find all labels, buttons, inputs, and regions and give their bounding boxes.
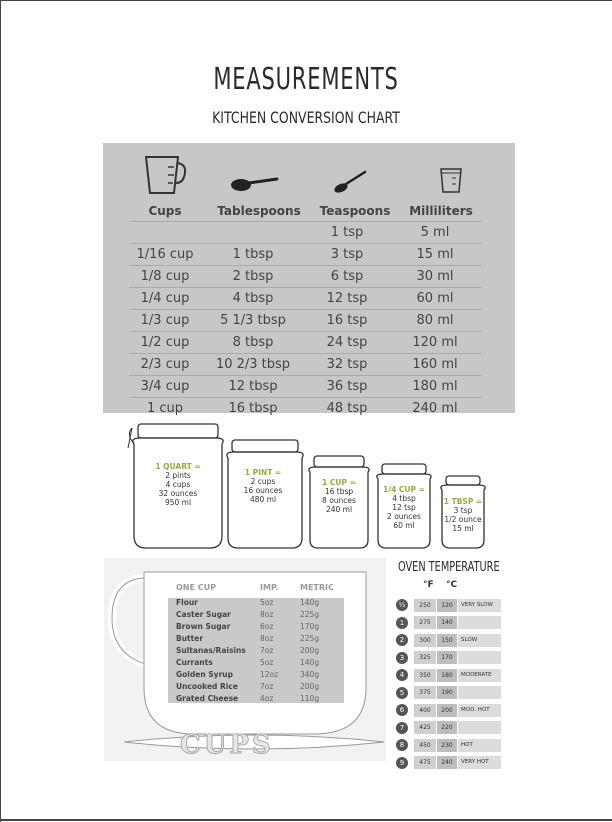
- page-subtitle: KITCHEN CONVERSION CHART: [212, 108, 400, 127]
- gas-mark-icon: 9: [396, 757, 408, 769]
- cell-cups: 1 cup: [146, 401, 184, 416]
- cell-teaspoons: 6 tsp: [330, 269, 364, 284]
- header-teaspoons: Teaspoons: [319, 204, 391, 218]
- jar-quarter-cup-lid: [382, 464, 426, 474]
- oven-row: 3 325 170: [393, 650, 505, 666]
- jar-quarter-cup-label: 1/4 CUP = 4 tbsp 12 tsp 2 ounces 60 ml: [383, 485, 425, 530]
- oven-row: 8 450 230 HOT: [393, 737, 505, 753]
- table-row: [129, 243, 481, 265]
- cell-cups: 1/2 cup: [140, 335, 190, 350]
- cell-teaspoons: 1 tsp: [330, 225, 364, 240]
- cell-milliliters: 30 ml: [416, 269, 454, 284]
- header-cups: Cups: [148, 204, 182, 218]
- milliliter-cup-icon: [438, 165, 464, 195]
- cell-milliliters: 15 ml: [416, 247, 454, 262]
- cell-cups: 1/3 cup: [140, 313, 190, 328]
- jar-tbsp-label: 1 TBSP = 3 tsp 1/2 ounce 15 ml: [443, 497, 483, 533]
- jar-quart-label: 1 QUART = 2 pints 4 cups 32 ounces 950 ml: [155, 462, 201, 507]
- page-border-bottom: [0, 819, 612, 821]
- cell-cups: [129, 222, 201, 243]
- cell-milliliters: 60 ml: [416, 291, 454, 306]
- cell-milliliters: 180 ml: [412, 379, 458, 394]
- table-row: [129, 309, 481, 331]
- gas-mark-icon: 6: [396, 704, 408, 716]
- cell-milliliters: 240 ml: [412, 401, 458, 416]
- table-row: [129, 287, 481, 309]
- oven-row: 7 425 220: [393, 720, 505, 736]
- cell-teaspoons: 48 tsp: [326, 401, 368, 416]
- table-row: [129, 375, 481, 397]
- cell-cups: 1/4 cup: [140, 291, 190, 306]
- page-title: MEASUREMENTS: [213, 62, 399, 97]
- cell-cups: 2/3 cup: [140, 357, 190, 372]
- cup-weights-table: [176, 583, 376, 705]
- cell-teaspoons: 32 tsp: [326, 357, 368, 372]
- cell-tablespoons: 8 tbsp: [232, 335, 274, 350]
- table-row: Sultanas/Raisins 7oz 200g: [176, 646, 320, 655]
- table-row: Flour 5oz 140g: [176, 598, 320, 607]
- jar-pint-label: 1 PINT = 2 cups 16 ounces 480 ml: [243, 468, 283, 504]
- gas-mark-icon: 8: [396, 739, 408, 751]
- gas-mark-icon: 4: [396, 669, 408, 681]
- cell-tablespoons: 10 2/3 tbsp: [215, 357, 291, 372]
- measuring-cup-icon: [138, 151, 188, 197]
- conversion-chart: [103, 143, 515, 416]
- header-tablespoons: Tablespoons: [217, 204, 301, 218]
- table-row: [129, 331, 481, 353]
- gas-mark-icon: 3: [396, 652, 408, 664]
- gas-mark-icon: 7: [396, 722, 408, 734]
- cell-tablespoons: 12 tbsp: [228, 379, 278, 394]
- table-row: [129, 221, 481, 243]
- header-milliliters: Milliliters: [409, 204, 473, 218]
- tablespoon-icon: [229, 173, 279, 193]
- table-row: [129, 353, 481, 375]
- cell-teaspoons: 16 tsp: [326, 313, 368, 328]
- table-row: Golden Syrup 12oz 340g: [176, 670, 320, 679]
- oven-row: 1 275 140: [393, 615, 505, 631]
- oven-row: 4 350 180 MODERATE: [393, 667, 505, 683]
- oven-row: 2 300 150 SLOW: [393, 632, 505, 648]
- jar-cup-label: 1 CUP = 16 tbsp 8 ounces 240 ml: [322, 478, 356, 514]
- table-row: Brown Sugar 6oz 170g: [176, 622, 320, 631]
- jar-quart-lid: [138, 424, 218, 438]
- cell-teaspoons: 24 tsp: [326, 335, 368, 350]
- table-row: Uncooked Rice 7oz 200g: [176, 682, 320, 691]
- unit-celsius: °C: [446, 580, 458, 590]
- table-row: [129, 265, 481, 287]
- cell-tablespoons: [201, 222, 305, 243]
- table-row: Grated Cheese 4oz 110g: [176, 694, 320, 703]
- gas-mark-icon: 5: [396, 687, 408, 699]
- oven-row: 9 475 240 VERY HOT: [393, 755, 505, 771]
- cell-tablespoons: 4 tbsp: [232, 291, 274, 306]
- oven-row: 5 375 190: [393, 685, 505, 701]
- table-row: Caster Sugar 8oz 225g: [176, 610, 320, 619]
- cell-milliliters: 120 ml: [412, 335, 458, 350]
- cell-cups: 1/8 cup: [140, 269, 190, 284]
- oven-temperature-table: [393, 597, 505, 772]
- cell-tablespoons: 5 1/3 tbsp: [220, 313, 286, 328]
- oven-row: ½ 250 120 VERY SLOW: [393, 597, 505, 613]
- jar-tbsp-lid: [446, 476, 480, 485]
- cell-cups: 3/4 cup: [140, 379, 190, 394]
- cell-teaspoons: 12 tsp: [326, 291, 368, 306]
- cell-milliliters: 80 ml: [416, 313, 454, 328]
- gas-mark-icon: ½: [396, 599, 408, 611]
- table-row: [129, 397, 481, 419]
- jar-pint-lid: [232, 440, 298, 452]
- conversion-rows: [129, 221, 481, 419]
- page-border-left: [0, 0, 1, 822]
- page-border-top: [0, 0, 612, 1]
- oven-temperature-title: OVEN TEMPERATURE: [398, 560, 500, 575]
- cell-tablespoons: 1 tbsp: [232, 247, 274, 262]
- jar-cup-lid: [314, 456, 364, 467]
- teaspoon-icon: [333, 169, 369, 195]
- cell-tablespoons: 16 tbsp: [228, 401, 278, 416]
- unit-fahrenheit: °F: [423, 580, 434, 590]
- gas-mark-icon: 1: [396, 617, 408, 629]
- cell-teaspoons: 36 tsp: [326, 379, 368, 394]
- cell-tablespoons: 2 tbsp: [232, 269, 274, 284]
- cup-table-header: ONE CUP IMP. METRIC: [176, 583, 334, 592]
- table-row: Butter 8oz 225g: [176, 634, 320, 643]
- gas-mark-icon: 2: [396, 634, 408, 646]
- cell-milliliters: 160 ml: [412, 357, 458, 372]
- cups-wordmark: CUPS: [180, 730, 274, 760]
- oven-row: 6 400 200 MOD. HOT: [393, 702, 505, 718]
- cell-cups: 1/16 cup: [136, 247, 194, 262]
- table-row: Currants 5oz 140g: [176, 658, 320, 667]
- cell-teaspoons: 3 tsp: [330, 247, 364, 262]
- cell-milliliters: 5 ml: [420, 225, 450, 240]
